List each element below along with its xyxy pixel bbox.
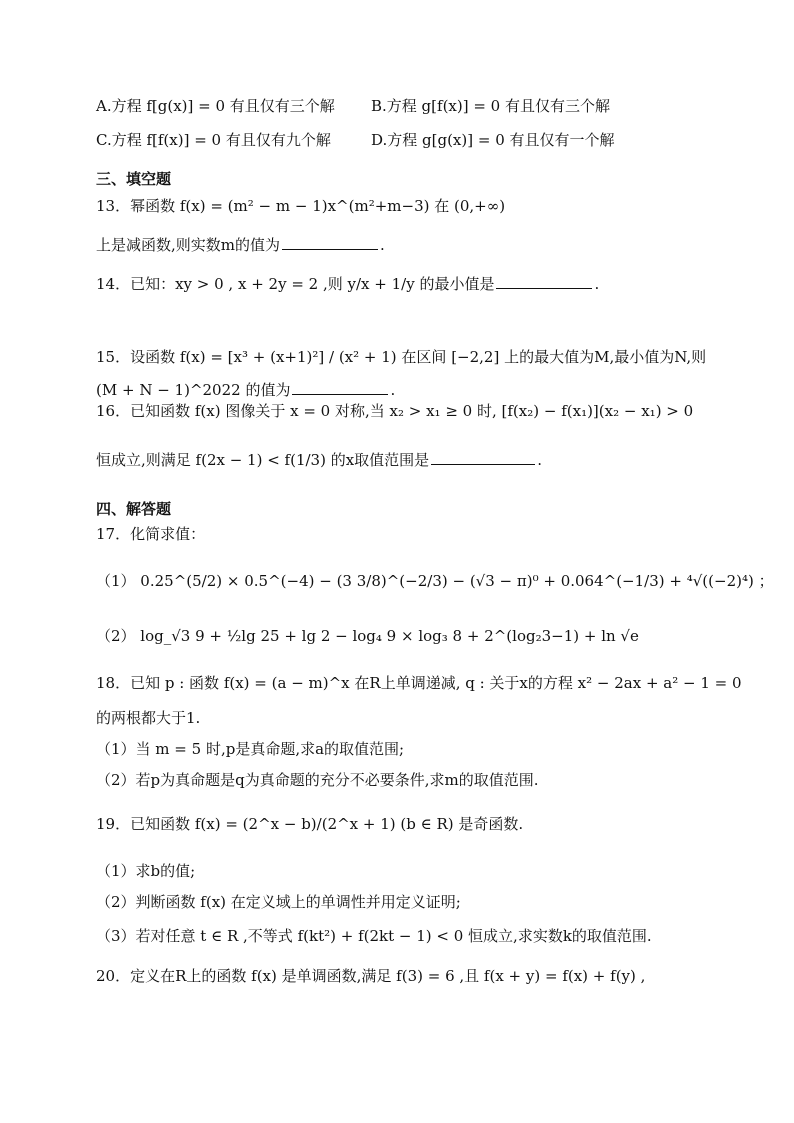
question-19-stem: 19．已知函数 f(x) = (2^x − b)/(2^x + 1) (b ∈ R) 是奇函数.: [96, 815, 524, 833]
question-16-text: 恒成立,则满足 f(2x − 1) < f(1/3) 的x取值范围是: [96, 451, 430, 469]
question-16-line2: 恒成立,则满足 f(2x − 1) < f(1/3) 的x取值范围是 .: [96, 448, 542, 471]
answer-blank-13: [282, 233, 378, 250]
question-15-line1: 15．设函数 f(x) = [x³ + (x+1)²] / (x² + 1) 在区间 [−2,2] 上的最大值为M,最小值为N,则: [96, 348, 707, 366]
question-18-line2: 的两根都大于1.: [96, 709, 201, 727]
option-b: B.方程 g[f(x)] = 0 有且仅有三个解: [371, 97, 610, 115]
question-19-part2: （2）判断函数 f(x) 在定义域上的单调性并用定义证明;: [96, 893, 461, 911]
option-c: C.方程 f[f(x)] = 0 有且仅有九个解: [96, 131, 331, 149]
section-title-fill-in: 三、填空题: [96, 170, 172, 188]
answer-blank-16: [431, 448, 535, 465]
question-15-line2: (M + N − 1)^2022 的值为 .: [96, 378, 395, 401]
question-15-text: (M + N − 1)^2022 的值为: [96, 381, 291, 399]
option-a: A.方程 f[g(x)] = 0 有且仅有三个解: [96, 97, 335, 115]
answer-blank-14: [496, 272, 592, 289]
option-d: D.方程 g[g(x)] = 0 有且仅有一个解: [371, 131, 615, 149]
question-18-part1: （1）当 m = 5 时,p是真命题,求a的取值范围;: [96, 740, 405, 758]
answer-blank-15: [292, 378, 388, 395]
question-13-text: 上是减函数,则实数m的值为: [96, 236, 280, 254]
question-19-part3: （3）若对任意 t ∈ R ,不等式 f(kt²) + f(2kt − 1) < 0 恒成立,求实数k的取值范围.: [96, 927, 652, 945]
question-16-line1: 16．已知函数 f(x) 图像关于 x = 0 对称,当 x₂ > x₁ ≥ 0 时, [f(x₂) − f(x₁)](x₂ − x₁) > 0: [96, 402, 694, 420]
question-17-part2: （2） log_√3 9 + ½lg 25 + lg 2 − log₄ 9 × log₃ 8 + 2^(log₂3−1) + ln √e: [96, 627, 639, 645]
question-17-part1: （1） 0.25^(5/2) × 0.5^(−4) − (3 3/8)^(−2/3) − (√3 − π)⁰ + 0.064^(−1/3) + ⁴√((−2)⁴) ；: [96, 572, 774, 590]
question-13-line2: 上是减函数,则实数m的值为 .: [96, 233, 385, 256]
question-18-part2: （2）若p为真命题是q为真命题的充分不必要条件,求m的取值范围.: [96, 771, 539, 789]
question-14-text: 14．已知：xy > 0 , x + 2y = 2 ,则 y/x + 1/y 的最小值是: [96, 275, 495, 293]
question-17-stem: 17．化简求值：: [96, 525, 206, 543]
section-title-solutions: 四、解答题: [96, 500, 172, 518]
question-14: 14．已知：xy > 0 , x + 2y = 2 ,则 y/x + 1/y 的最小值是 .: [96, 272, 599, 295]
question-13-line1: 13．幂函数 f(x) = (m² − m − 1)x^(m²+m−3) 在 (0,+∞): [96, 197, 506, 215]
question-19-part1: （1）求b的值;: [96, 862, 196, 880]
question-20: 20．定义在R上的函数 f(x) 是单调函数,满足 f(3) = 6 ,且 f(x + y) = f(x) + f(y) ,: [96, 967, 646, 985]
question-18-line1: 18．已知 p : 函数 f(x) = (a − m)^x 在R上单调递减, q : 关于x的方程 x² − 2ax + a² − 1 = 0: [96, 674, 742, 692]
